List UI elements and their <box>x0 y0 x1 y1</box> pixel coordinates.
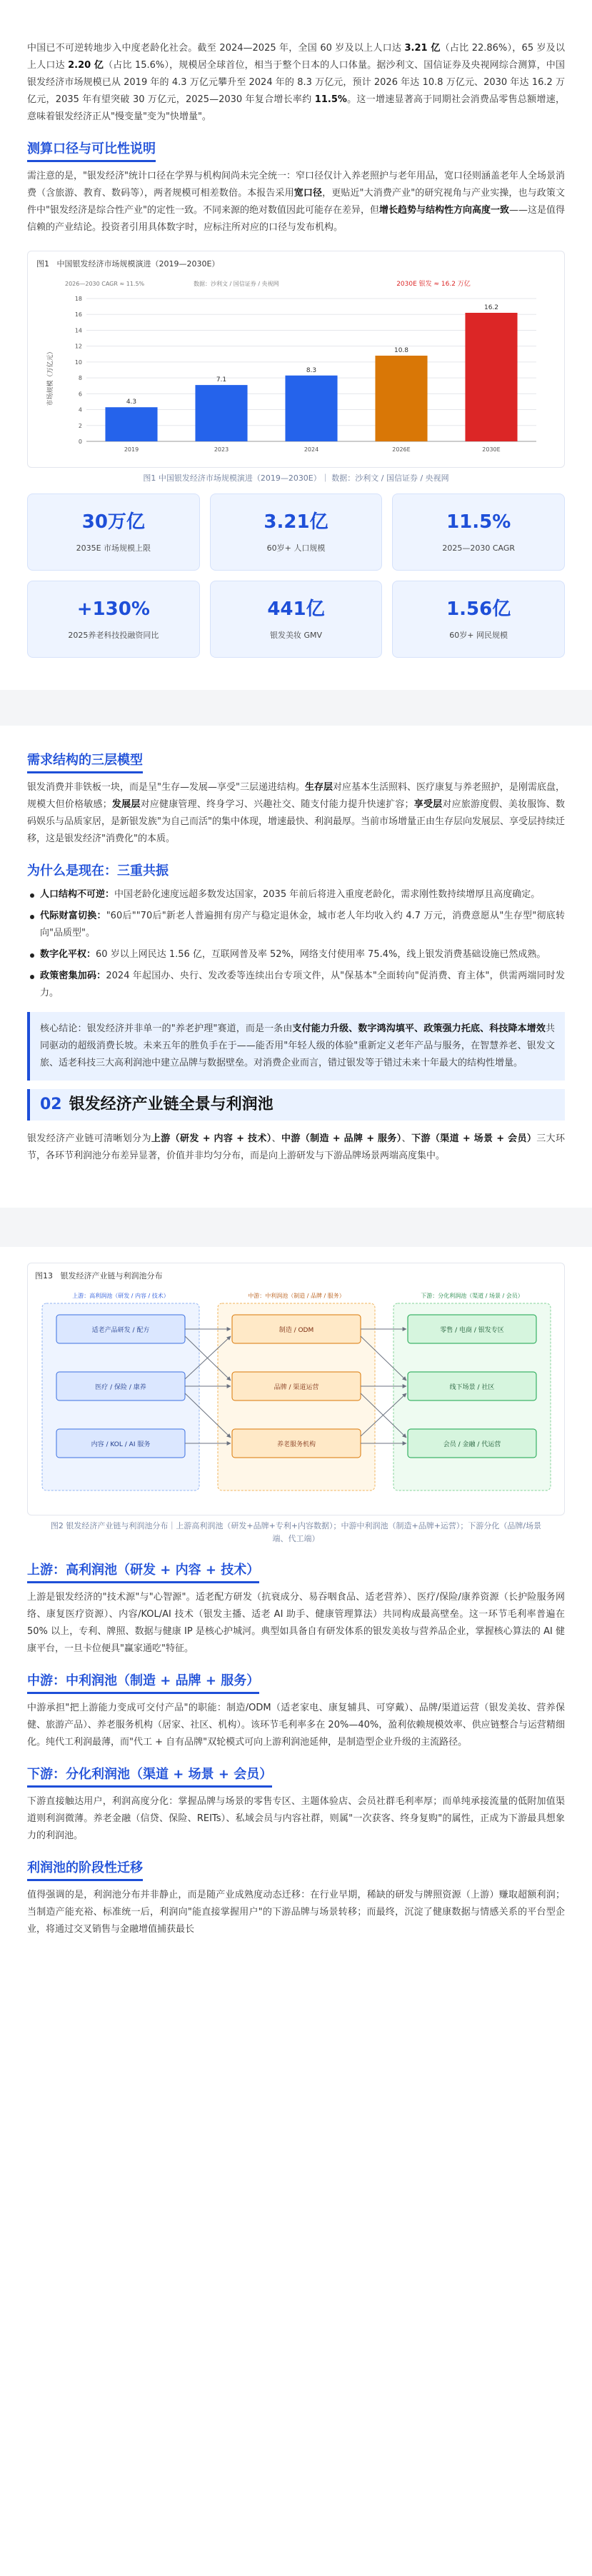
y-tick-label: 8 <box>78 375 82 382</box>
y-tick-label: 2 <box>78 422 82 429</box>
why-item: 政策密集加码：2024 年起国办、央行、发改委等连续出台专项文件，从"保基本"全面转向"促消费、育主体"，供需两端同时发力。 <box>27 968 565 1002</box>
x-tick-label: 2024 <box>303 446 319 453</box>
y-tick-label: 4 <box>78 406 82 414</box>
section-divider <box>0 1208 592 1247</box>
scope-paragraph: 需注意的是，"银发经济"统计口径在学界与机构间尚未完全统一：窄口径仅计入养老照护与老年用品，宽口径则涵盖老年人全场景消费（含旅游、教育、数码等），两者规模可相差数倍。本报告采用宽口径，更贴近"大消费产业"的研究视角与产业实操，也与政策文件中"银发经济是综合性产业"的定性一致。不同来源的绝对数值因此可能存在差异，但增长趋势与结构性方向高度一致——这是值得信赖的产业结论。投资者引用具体数字时，应标注所对应的口径与发布机构。 <box>27 171 565 233</box>
section-demand <box>0 726 592 1165</box>
section-2-heading <box>27 1089 565 1121</box>
stat-value: 1.56亿 <box>446 598 511 620</box>
svg-text:零售 / 电商 / 银发专区: 零售 / 电商 / 银发专区 <box>440 1327 504 1334</box>
midstream-heading: 中游：中利润池（制造 + 品牌 + 服务） <box>27 1672 259 1694</box>
upstream-box <box>56 1429 185 1458</box>
stat-value: +130% <box>76 598 150 620</box>
stat-label: 银发美妆 GMV <box>269 631 323 640</box>
svg-text:品牌 / 渠道运营: 品牌 / 渠道运营 <box>274 1384 319 1391</box>
stat-card <box>210 493 383 571</box>
section-title: 银发经济产业链全景与利润池 <box>69 1096 274 1113</box>
downstream-box <box>408 1372 536 1400</box>
stat-card <box>210 581 383 658</box>
stat-card <box>392 581 565 658</box>
stat-label: 2025养老科技投融资同比 <box>68 631 159 640</box>
stat-label: 60岁+ 网民规模 <box>449 631 508 640</box>
y-tick-label: 0 <box>78 438 82 445</box>
section-number: 02 <box>40 1096 62 1113</box>
migration-heading: 利润池的阶段性迁移 <box>27 1859 143 1881</box>
bar-2030E <box>465 313 517 441</box>
svg-text:养老服务机构: 养老服务机构 <box>276 1441 316 1448</box>
col-up-header: 上游：高利润池（研发 / 内容 / 技术） <box>72 1293 169 1299</box>
stat-card <box>27 493 200 571</box>
demand-heading: 需求结构的三层模型 <box>27 751 143 773</box>
demand-paragraph: 银发消费并非铁板一块，而是呈"生存—发展—享受"三层递进结构。生存层对应基本生活照料、医疗康复与养老照护，是刚需底盘，规模大但价格敏感；发展层对应健康管理、终身学习、兴趣社交、随支付能力提升快速扩容；享受层对应旅游度假、美妆服饰、数码娱乐与品质家居，是新银发族"为自己而活"的集中体现，增速最快、利润最厚。当前市场增量正由生存层向发展层、享受层持续迁移，这是银发经济"消费化"的本质。 <box>27 782 565 844</box>
x-tick-label: 2030E <box>482 446 501 453</box>
upstream-box <box>56 1372 185 1400</box>
why-item: 数字化平权：60 岁以上网民达 1.56 亿，互联网普及率 52%，网络支付使用率 75.4%，线上银发消费基础设施已然成熟。 <box>27 946 565 963</box>
bar-value-label: 4.3 <box>126 399 137 406</box>
bar-2019 <box>105 407 157 441</box>
upstream-paragraph: 上游是银发经济的"技术源"与"心智源"。适老配方研发（抗衰成分、易吞咽食品、适老营养）、医疗/保险/康养资源（长护险服务网络、康复医疗资源）、内容/KOL/AI 技术（银发主播、适老 AI 助手、健康管理算法）共同构成最高壁垒。这一环节毛利率普遍在 50% 以上，专利、牌照、数据与健康 IP 是核心护城河。典型如具备自有研发体系的银发美妆与营养品企业，掌握核心算法的 AI 健康平台，一旦卡位便具"赢家通吃"特征。 <box>27 1592 565 1654</box>
downstream-heading: 下游：分化利润池（渠道 + 场景 + 会员） <box>27 1765 272 1788</box>
why-heading: 为什么是现在：三重共振 <box>27 863 169 878</box>
bar-value-label: 8.3 <box>306 366 317 374</box>
bar-2024 <box>285 376 337 441</box>
svg-text:制造 / ODM: 制造 / ODM <box>279 1327 314 1334</box>
svg-text:会员 / 金融 / 代运营: 会员 / 金融 / 代运营 <box>443 1441 501 1448</box>
col-down-header: 下游：分化利润池（渠道 / 场景 / 会员） <box>421 1293 523 1299</box>
bar-value-label: 7.1 <box>216 376 227 384</box>
figure-market-size <box>27 251 565 468</box>
diagram-title: 图13 银发经济产业链与利润池分布 <box>35 1271 163 1281</box>
stat-label: 2035E 市场规模上限 <box>76 543 151 553</box>
svg-text:内容 / KOL / AI 服务: 内容 / KOL / AI 服务 <box>91 1441 151 1448</box>
y-tick-label: 18 <box>74 296 82 302</box>
chart-subtitle: 2026—2030 CAGR ≈ 11.5% <box>65 281 145 287</box>
figure-1-caption: 图1 中国银发经济市场规模演进（2019—2030E）｜ 数据：沙利文 / 国信证券 / 央视网 <box>143 473 449 483</box>
market-size-bar-chart <box>36 270 558 463</box>
intro-paragraph: 中国已不可逆转地步入中度老龄化社会。截至 2024—2025 年，全国 60 岁及以上人口达 3.21 亿（占比 22.86%），65 岁及以上人口达 2.20 亿（占比 15.6%），规模居全球首位，相当于整个日本的人口体量。据沙利文、国信证券及央视网综合测算，中国银发经济市场规模已从 2019 年的 4.3 万亿元攀升至 2024 年的 8.3 万亿元，预计 2026 年达 10.8 万亿元、2030 年达 16.2 万亿元，2035 年有望突破 30 万亿元，2025—2030 年复合增长率约 11.5%。这一增速显著高于同期社会消费品零售总额增速，意味着银发经济正从"慢变量"变为"快增量"。 <box>27 43 565 122</box>
why-item: 人口结构不可逆：中国老龄化速度远超多数发达国家，2035 年前后将进入重度老龄化，需求刚性数持续增厚且高度确定。 <box>27 886 565 903</box>
stat-label: 60岁+ 人口规模 <box>266 543 326 553</box>
figure-2-caption: 图2 银发经济产业链与利润池分布｜上游高利润池（研发+品牌+专利+内容数据）；中游中利润池（制造+品牌+运营）；下游分化（品牌/场景端、代工端） <box>50 1521 542 1543</box>
section-1 <box>0 0 592 658</box>
midstream-box <box>232 1372 361 1400</box>
migration-paragraph: 值得强调的是，利润池分布并非静止，而是随产业成熟度动态迁移：在行业早期，稀缺的研发与牌照资源（上游）赚取超额利润；当制造产能充裕、标准统一后，利润向"能直接掌握用户"的下游品牌与场景转移；而最终，沉淀了健康数据与情感关系的平台型企业，将通过交叉销售与金融增值捕获最长 <box>27 1890 565 1935</box>
stat-value: 441亿 <box>267 598 325 620</box>
svg-text:适老产品研发 / 配方: 适老产品研发 / 配方 <box>91 1327 150 1334</box>
why-list <box>27 886 565 1002</box>
stats-grid <box>27 493 565 658</box>
stat-card <box>392 493 565 571</box>
chart-source-note: 数据：沙利文 / 国信证券 / 央视网 <box>194 281 279 287</box>
insight-callout: 核心结论：银发经济并非单一的"养老护理"赛道，而是一条由支付能力升级、数字鸿沟填平、政策强力托底、科技降本增效共同驱动的超级消费长坡。未来五年的胜负手在于——能否用"年轻人级的体验"重新定义老年产品与服务，在智慧养老、银发文旅、适老科技三大高利润池中建立品牌与数据壁垒。对消费企业而言，错过银发等于错过未来十年最大的结构性增量。 <box>27 1012 565 1081</box>
chart-ylabel: 市场规模（万亿元） <box>47 348 54 406</box>
stat-label: 2025—2030 CAGR <box>442 543 515 553</box>
why-item: 代际财富切换："60后""70后"新老人普遍拥有房产与稳定退休金，城市老人年均收入约 4.7 万元，消费意愿从"生存型"彻底转向"品质型"。 <box>27 908 565 942</box>
chart-annotation: 2030E 银发 ≈ 16.2 万亿 <box>396 281 471 288</box>
downstream-box <box>408 1429 536 1458</box>
y-tick-label: 6 <box>78 391 82 398</box>
downstream-paragraph: 下游直接触达用户，利润高度分化：掌握品牌与场景的零售专区、主题体验店、会员社群毛利率厚；而单纯承接流量的低附加值渠道则利润微薄。养老金融（信贷、保险、REITs）、私域会员与内容社群，则属"一次获客、终身复购"的属性，正成为下游最具想象力的利润池。 <box>27 1796 565 1841</box>
svg-text:线下场景 / 社区: 线下场景 / 社区 <box>449 1384 495 1391</box>
x-tick-label: 2023 <box>214 446 229 453</box>
col-mid-header: 中游：中利润池（制造 / 品牌 / 服务） <box>248 1293 345 1299</box>
midstream-paragraph: 中游承担"把上游能力变成可交付产品"的职能：制造/ODM（适老家电、康复辅具、可穿戴）、品牌/渠道运营（银发美妆、营养保健、旅游产品）、养老服务机构（居家、社区、机构）。该环节毛利率多在 20%—40%，盈利依赖规模效率、供应链整合与运营精细化。纯代工利润最薄，而"代工 + 自有品牌"双轮模式可向上游利润池延伸，是制造型企业升级的主流路径。 <box>27 1703 565 1748</box>
bar-value-label: 16.2 <box>483 304 499 311</box>
downstream-box <box>408 1315 536 1343</box>
bar-2026E <box>375 356 427 441</box>
scope-heading: 测算口径与可比性说明 <box>27 140 156 162</box>
stat-value: 3.21亿 <box>264 511 328 533</box>
stat-value: 11.5% <box>446 511 511 533</box>
section-divider <box>0 690 592 726</box>
figure-title: 图1 中国银发经济市场规模演进（2019—2030E） <box>36 259 220 269</box>
svg-text:医疗 / 保险 / 康养: 医疗 / 保险 / 康养 <box>95 1384 146 1391</box>
y-tick-label: 16 <box>74 311 82 319</box>
x-tick-label: 2026E <box>392 446 411 453</box>
upstream-heading: 上游：高利润池（研发 + 内容 + 技术） <box>27 1561 259 1583</box>
midstream-box <box>232 1429 361 1458</box>
section-chain <box>0 1247 592 1938</box>
y-tick-label: 10 <box>74 359 82 366</box>
stat-value: 30万亿 <box>81 511 145 533</box>
upstream-box <box>56 1315 185 1343</box>
y-tick-label: 14 <box>74 327 82 334</box>
stat-card <box>27 581 200 658</box>
bar-value-label: 10.8 <box>393 347 409 354</box>
x-tick-label: 2019 <box>124 446 139 453</box>
figure-industry-chain <box>27 1263 565 1515</box>
industry-chain-diagram <box>35 1286 558 1508</box>
midstream-box <box>232 1315 361 1343</box>
y-tick-label: 12 <box>74 343 82 350</box>
bar-2023 <box>195 385 247 441</box>
section-2-paragraph: 银发经济产业链可清晰划分为上游（研发 + 内容 + 技术）、中游（制造 + 品牌 + 服务）、下游（渠道 + 场景 + 会员）三大环节，各环节利润池分布差异显著，价值并非均匀分布，而是向上游研发与下游品牌场景两端高度集中。 <box>27 1133 566 1161</box>
